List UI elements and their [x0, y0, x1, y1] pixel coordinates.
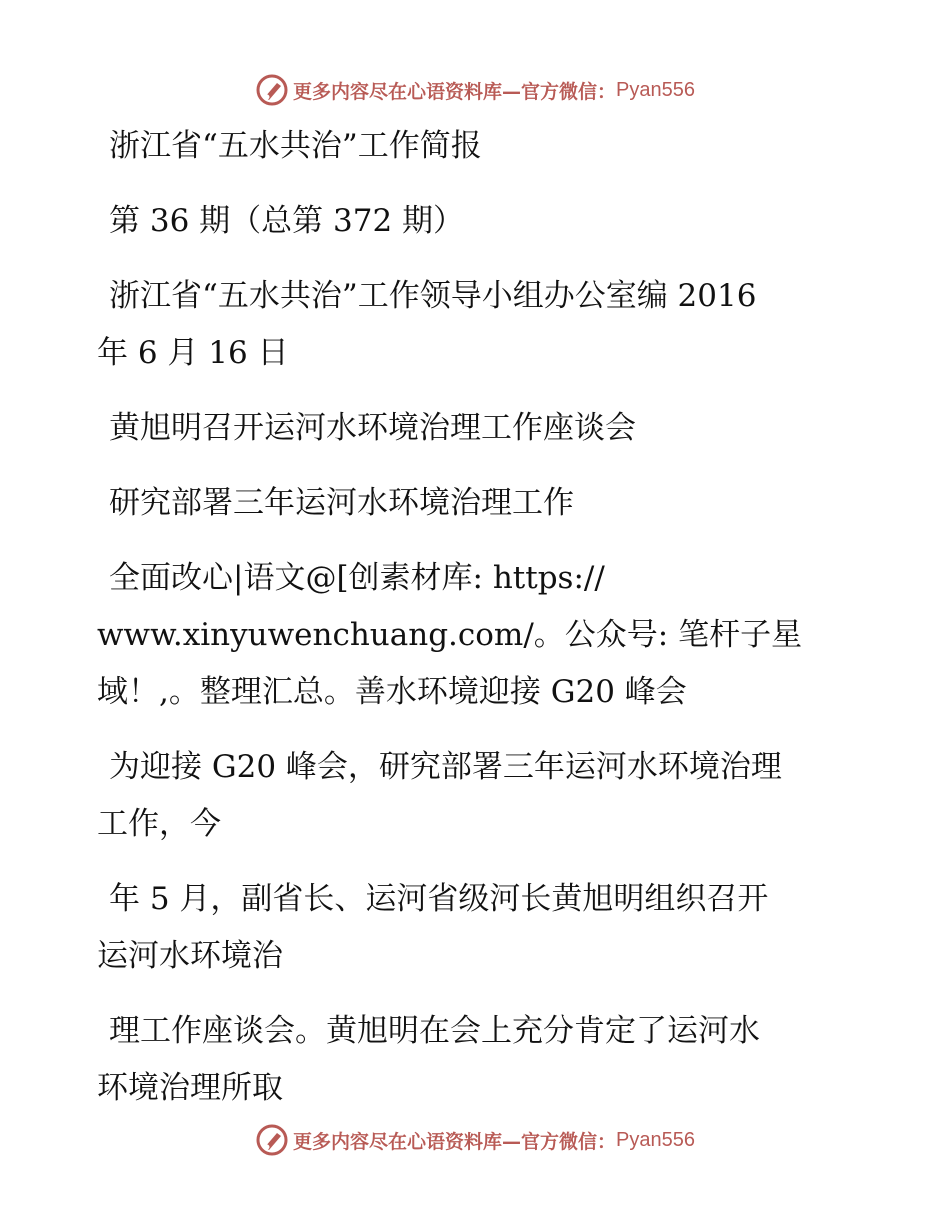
footer-banner: [0, 1120, 950, 1160]
paragraph-line: 理工作座谈会。黄旭明在会上充分肯定了运河水: [109, 1013, 760, 1049]
paragraph-continuation-line: 年 6 月 16 日: [97, 335, 289, 371]
banner-handle: Pyan556: [616, 78, 695, 101]
paragraph-continuation-line: 域！,。整理汇总。善水环境迎接 G20 峰会: [97, 674, 687, 710]
document-paragraph: [97, 739, 857, 853]
paragraph-continuation-line: www.xinyuwenchuang.com/。公众号: 笔杆子星: [97, 617, 803, 653]
pen-seal-logo-icon: [255, 73, 289, 107]
paragraph-line: 第 36 期（总第 372 期）: [109, 203, 465, 239]
document-paragraph: [97, 475, 857, 532]
paragraph-line: 浙江省“五水共治”工作简报: [109, 128, 482, 164]
document-paragraph: [97, 400, 857, 457]
paragraph-line: 全面改心|语文@[创素材库: https://: [109, 560, 605, 596]
header-banner: [0, 70, 950, 110]
document-paragraph: [97, 268, 857, 382]
paragraph-line: 研究部署三年运河水环境治理工作: [109, 485, 574, 521]
paragraph-line: 年 5 月，副省长、运河省级河长黄旭明组织召开: [109, 881, 769, 917]
document-paragraph: [97, 193, 857, 250]
paragraph-continuation-line: 环境治理所取: [97, 1070, 283, 1106]
paragraph-continuation-line: 工作，今: [97, 806, 221, 842]
document-paragraph: [97, 871, 857, 985]
banner-text: 更多内容尽在心语资料库—官方微信：: [293, 1130, 617, 1153]
document-paragraph: [97, 550, 857, 721]
paragraph-line: 为迎接 G20 峰会，研究部署三年运河水环境治理: [109, 749, 782, 785]
banner-text: 更多内容尽在心语资料库—官方微信：: [293, 80, 617, 103]
document-body: [97, 118, 857, 1135]
document-paragraph: [97, 118, 857, 175]
paragraph-line: 黄旭明召开运河水环境治理工作座谈会: [109, 410, 636, 446]
paragraph-line: 浙江省“五水共治”工作领导小组办公室编 2016: [109, 278, 757, 314]
document-paragraph: [97, 1003, 857, 1117]
pen-seal-logo-icon: [255, 1123, 289, 1157]
banner-handle: Pyan556: [616, 1128, 695, 1151]
paragraph-continuation-line: 运河水环境治: [97, 938, 283, 974]
